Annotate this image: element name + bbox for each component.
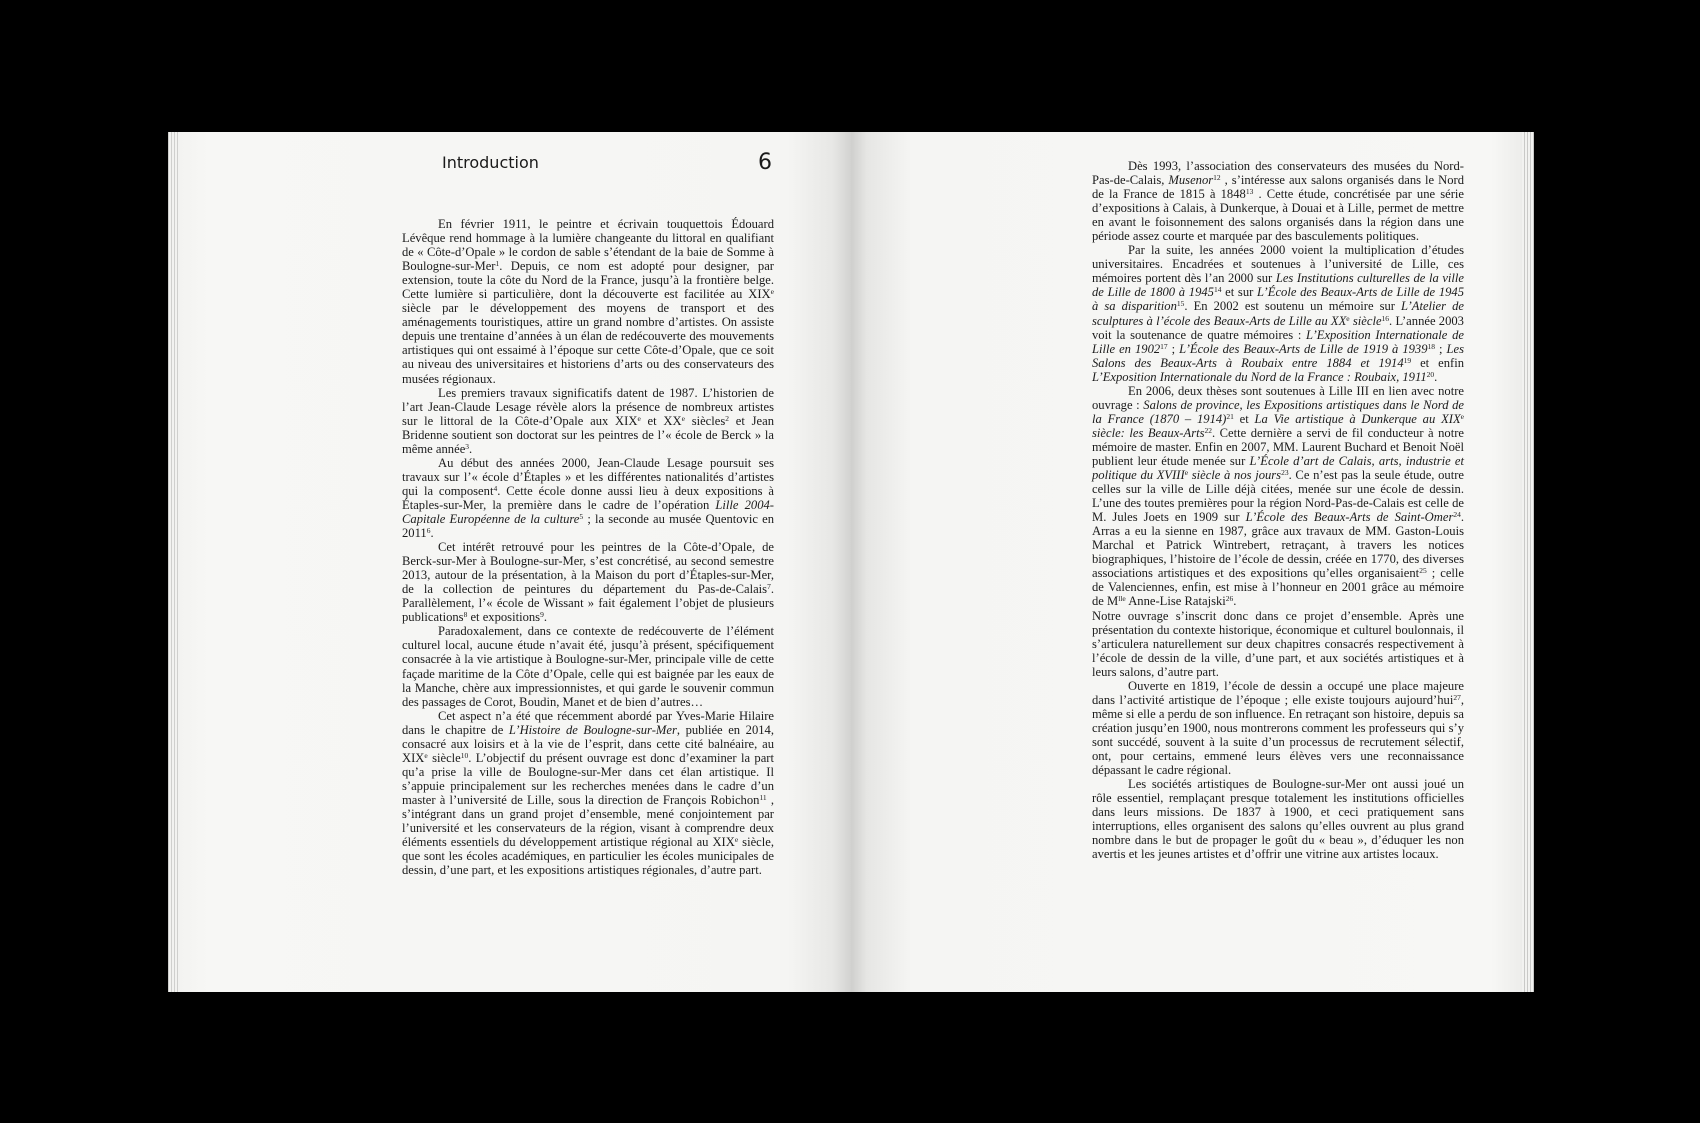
italic-title: La Vie artistique à Dunkerque au XIX	[1254, 411, 1461, 426]
footnote-marker: 23	[1281, 468, 1289, 478]
italic-title: L’École des Beaux-Arts de Lille de 1945 à sa disparition	[1092, 285, 1465, 314]
footnote-marker: 22	[1204, 425, 1212, 435]
text-run: . Parallèlement, l’« école de Wissant » fait également l’objet de plusieurs publications	[402, 582, 774, 625]
footnote-marker: 8	[463, 610, 468, 620]
text-run: ; la seconde au musée Quentovic en 2011	[402, 511, 774, 541]
text-run: siècle par le développement des moyens de transport et des aménagements touristiques, attire un grand nombre d’artistes. On assiste depuis une trentaine d’années à un élan de redécouverte des mouvements artistiques qui ont essaimé à l’époque sur cette Côte-d’Opale, que ce soit au niveau des universitaires et historiens d’arts ou des conservateurs des musées régionaux.	[402, 301, 774, 386]
italic-title: L’Exposition Internationale du Nord de la France : Roubaix, 1911	[1092, 369, 1427, 384]
text-run: Par la suite, les années 2000 voient la multiplication d’études universitaires. Encadrées et soutenues à l’université de Lille, ces mémoires portent dès l’an 2000 sur	[1092, 243, 1464, 286]
text-run: . Ce n’est pas la seule étude, outre celles sur la ville de Lille déjà citées, menée sur une école de dessin. L’une des toutes premières pour la région Nord-Pas-de-Calais est celle de M. Jules Joets en 1909 sur	[1092, 468, 1464, 525]
footnote-marker: 17	[1160, 341, 1168, 351]
text-run: ; celle de Valenciennes, enfin, est mise à l’honneur en 2001 grâce au mémoire de M	[1092, 566, 1464, 609]
text-run: Anne-Lise Ratajski	[1125, 594, 1226, 609]
book-spread	[168, 132, 1534, 992]
footnote-marker: 12	[1213, 173, 1221, 183]
footnote-marker: 24	[1453, 510, 1461, 520]
footnote-marker: 15	[1176, 299, 1185, 309]
footnote-marker: 4	[493, 483, 498, 493]
paragraph	[402, 540, 774, 624]
italic-title: Musenor	[1168, 173, 1214, 188]
footnote-marker: e	[1184, 468, 1189, 478]
right-page	[851, 132, 1534, 992]
text-run: .	[1434, 369, 1438, 384]
italic-title: Salons de province, les Expositions artistiques dans le Nord de la France (1870 – 1914)	[1092, 397, 1465, 426]
footnote-marker: 26	[1225, 594, 1234, 604]
footnote-marker: 6	[426, 526, 431, 536]
text-run: Dès 1993, l’association des conservateurs des musées du Nord-Pas-de-Calais,	[1092, 159, 1464, 188]
footnote-marker: e	[734, 835, 739, 845]
footnote-marker: 25	[1419, 566, 1427, 576]
text-run: . Cette étude, concrétisée par une série d’expositions à Calais, à Dunkerque, à Douai et à Lille, permet de mettre en avant le foisonnement des salons organisés dans la région dans une période assez courte et marquée par des basculements politiques.	[1092, 187, 1465, 244]
text-run: et expositions	[467, 610, 541, 625]
text-run: , publiée en 2014, consacré aux loisirs et à la vie de l’esprit, dans cette cité balnéaire, au XIX	[402, 722, 774, 765]
footnote-marker: 10	[460, 750, 469, 760]
text-run: Les premiers travaux significatifs datent de 1987. L’historien de l’art Jean-Claude Lesage révèle alors la présence de nombreux artistes sur le littoral de la Côte-d’Opale aux XIX	[402, 385, 774, 428]
text-run: . Cette école donne aussi lieu à deux expositions à Étaples-sur-Mer, la première dans le cadre de l’opération	[402, 483, 775, 512]
italic-title: Les Institutions culturelles de la ville de Lille de 1800 à 1945	[1092, 271, 1465, 300]
footnote-marker: 11	[759, 792, 767, 802]
text-run: Paradoxalement, dans ce contexte de redécouverte de l’élément culturel local, aucune étude n’avait été, jusqu’à présent, spécifiquement consacrée à la vie artistique à Boulogne-sur-Mer, principale ville de cette façade maritime de la Côte d’Opale, celle qui est baignée par les eaux de la Manche, chère aux impressionnistes, et qui garde le souvenir commun des passages de Corot, Boudin, Manet et de bien d’autres…	[402, 624, 774, 709]
italic-title: Lille 2004-Capitale Européenne de la culture	[402, 497, 774, 526]
page-edge-left	[168, 132, 180, 992]
text-run: et	[1233, 411, 1255, 426]
footnote-marker: e	[1460, 411, 1464, 421]
text-run: En février 1911, le peintre et écrivain touquettois Édouard Lévêque rend hommage à la lumière changeante du littoral en qualifiant de « Côte-d’Opale » le cordon de sable s’étendant de la baie de Somme à Boulogne-sur-Mer	[402, 217, 774, 274]
footnote-marker: 5	[579, 511, 584, 521]
footnote-marker: 16	[1381, 313, 1390, 323]
paragraph	[1092, 384, 1464, 609]
text-run: . Cette dernière a servi de fil conducteur à notre mémoire de master. Enfin en 2007, MM. Laurent Buchard et Benoit Noël publient leur étude menée sur	[1092, 425, 1464, 468]
footnote-marker: 3	[465, 441, 470, 451]
text-run: et Jean Bridenne soutient son doctorat sur les peintres de l’« école de Berck » la même année	[402, 413, 774, 456]
text-run: et sur	[1221, 285, 1258, 300]
text-run: ;	[1167, 341, 1180, 356]
paragraph	[1092, 777, 1464, 861]
footnote-marker: 18	[1427, 341, 1436, 351]
paragraph	[1092, 159, 1464, 243]
footnote-marker: 1	[495, 259, 500, 269]
footnote-marker: e	[1346, 313, 1350, 323]
text-run: .	[1233, 594, 1237, 609]
right-page-body	[1092, 159, 1464, 861]
text-run: . L’année 2003 voit la soutenance de quatre mémoires :	[1092, 313, 1464, 342]
italic-title: L’Histoire de Boulogne-sur-Mer	[508, 722, 677, 737]
paragraph	[402, 456, 774, 540]
text-run: ;	[1435, 341, 1447, 356]
left-page	[168, 132, 851, 992]
text-run: . Depuis, ce nom est adopté pour designer, par extension, toute la côte du Nord de la France, jusqu’à la frontière belge. Cette lumière si particulière, dont la découverte est facilitée au XIX	[402, 259, 774, 302]
text-run: Les sociétés artistiques de Boulogne-sur-Mer ont aussi joué un rôle essentiel, remplaçant presque totalement les institutions officielles dans leurs missions. De 1837 à 1900, et ceci pratiquement sans interruptions, elles organisent des salons qu’elles ouvrent au plus grand nombre dans le but de propager le goût du « beau », d’éduquer les non avertis et les jeunes artistes et d’offrir une vitrine aux artistes locaux.	[1092, 777, 1464, 862]
text-run: et enfin	[1411, 355, 1464, 370]
text-run: . Arras a eu la sienne en 1987, grâce aux travaux de MM. Gaston-Louis Marchal et Patrick Wintrebert, retraçant, à travers les notices biographiques, l’histoire de l’école de dessin, créée en 1770, des diverses associations artistiques et des expositions qu’elles organisaient	[1092, 510, 1465, 581]
text-run: , même si elle a perdu de son influence. En retraçant son histoire, depuis sa création jusqu’en 1900, nous montrerons comment les professeurs qui s’y sont succédé, souvent à la suite d’un processus de recrutement sélectif, ont, pour certains, emmené leurs élèves vers une reconnaissance dépassant le cadre régional.	[1092, 692, 1464, 778]
footnote-marker: e	[681, 413, 685, 423]
footnote-marker: 2	[725, 413, 730, 423]
italic-title: siècle: les Beaux-Arts	[1092, 425, 1205, 440]
footnote-marker: 19	[1403, 355, 1412, 365]
text-run: .	[469, 441, 473, 456]
text-run: , s’intéresse aux salons organisés dans le Nord de la France de 1815 à 1848	[1092, 173, 1464, 202]
text-run: . L’objectif du présent ouvrage est donc d’examiner la part qu’a prise la ville de Boulogne-sur-Mer dans cet élan artistique. Il s’appuie principalement sur les recherches menées dans le cadre d’un master à l’université de Lille, sous la direction de François Robichon	[402, 750, 774, 807]
footnote-marker: 13	[1245, 187, 1254, 197]
running-header-title: Introduction	[442, 153, 539, 172]
page-edge-right	[1522, 132, 1534, 992]
paragraph	[402, 386, 774, 456]
text-run: siècles	[684, 413, 726, 428]
text-run: Cet aspect n’a été que récemment abordé par Yves-Marie Hilaire dans le chapitre de	[402, 708, 774, 737]
text-run: En 2006, deux thèses sont soutenues à Lille III en lien avec notre ouvrage :	[1092, 383, 1464, 412]
italic-title: L’Atelier de sculptures à l’école des Beaux-Arts de Lille au XX	[1092, 299, 1464, 328]
italic-title: L’École des Beaux-Arts de Lille de 1919 à 1939	[1179, 341, 1428, 356]
paragraph	[402, 709, 774, 878]
footnote-marker: e	[424, 750, 428, 760]
footnote-marker: 21	[1226, 411, 1234, 421]
paragraph	[402, 217, 774, 386]
italic-title: siècle à nos jours	[1188, 468, 1282, 483]
footnote-marker: 20	[1426, 369, 1435, 379]
text-run: Au début des années 2000, Jean-Claude Lesage poursuit ses travaux sur l’« école d’Étaples » et les différentes nationalités d’artistes qui la composent	[402, 455, 774, 498]
footnote-marker: lle	[1118, 594, 1126, 604]
text-run: Ouverte en 1819, l’école de dessin a occupé une place majeure dans l’activité artistique de l’époque ; elle existe toujours aujourd’hui	[1092, 678, 1464, 707]
paragraph	[1092, 243, 1464, 383]
text-run: et XX	[640, 413, 682, 428]
paragraph	[1092, 679, 1464, 777]
footnote-marker: 9	[540, 610, 544, 620]
page-number: 6	[758, 150, 772, 175]
footnote-marker: 27	[1453, 692, 1461, 702]
text-run: . En 2002 est soutenu un mémoire sur	[1184, 299, 1402, 314]
text-run: Cet intérêt retrouvé pour les peintres de la Côte-d’Opale, de Berck-sur-Mer à Boulogne-sur-Mer, s’est concrétisé, au second semestre 2013, autour de la présentation, à la Maison du port d’Étaples-sur-Mer, de la collection de peintures du département du Pas-de-Calais	[402, 540, 774, 597]
text-run: .	[430, 526, 434, 541]
italic-title: L’Exposition Internationale de Lille en 1902	[1092, 327, 1464, 356]
text-run: siècle, que sont les écoles académiques, en particulier les écoles municipales de dessin, d’une part, et les expositions artistiques régionales, d’autre part.	[402, 835, 774, 878]
italic-title: siècle	[1349, 313, 1382, 328]
text-run: , s’intégrant dans un grand projet d’ensemble, mené conjointement par l’université et les conservateurs de la région, visant à comprendre deux éléments essentiels du développement artistique régional au XIX	[402, 792, 774, 850]
text-run: siècle	[427, 750, 461, 765]
footnote-marker: e	[637, 413, 641, 423]
footnote-marker: 14	[1213, 285, 1222, 295]
italic-title: L’École des Beaux-Arts de Saint-Omer	[1245, 510, 1454, 525]
paragraph	[402, 624, 774, 708]
italic-title: Les Salons des Beaux-Arts à Roubaix entre 1884 et 1914	[1092, 341, 1465, 370]
text-run: Notre ouvrage s’inscrit donc dans ce projet d’ensemble. Après une présentation du contexte historique, économique et culturel boulonnais, il s’articulera naturellement sur deux chapitres consacrés respectivement à l’école de dessin de la ville, d’une part, et aux sociétés artistiques et à leurs salons, d’autre part.	[1092, 608, 1464, 679]
footnote-marker: e	[770, 287, 774, 297]
paragraph	[1092, 609, 1464, 679]
footnote-marker: 7	[767, 582, 771, 592]
text-run: .	[543, 610, 547, 625]
left-page-body	[402, 217, 774, 877]
italic-title: L’École d’art de Calais, arts, industrie et politique du XVIII	[1092, 453, 1464, 483]
